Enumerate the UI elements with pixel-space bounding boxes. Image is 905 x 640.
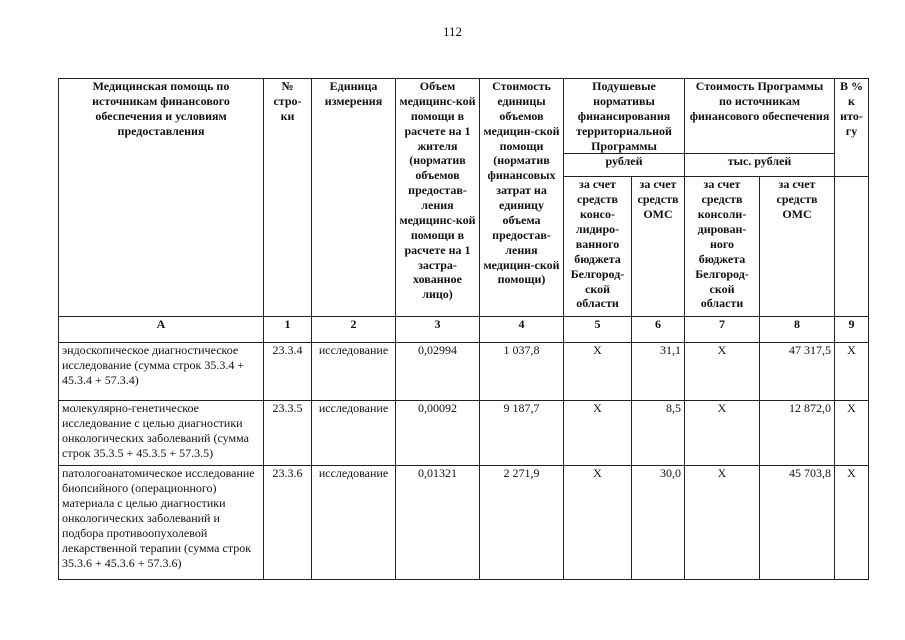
index-cell: 1 — [264, 317, 312, 343]
header-col-9: В % к ито-гу — [835, 79, 869, 177]
row-unit: исследование — [312, 466, 396, 580]
row-oms-total: 47 317,5 — [760, 343, 835, 401]
row-line-number: 23.3.5 — [264, 401, 312, 466]
index-cell: 5 — [564, 317, 632, 343]
header-col-2: Единица измерения — [312, 79, 396, 317]
header-unit-rub: рублей — [564, 154, 685, 177]
row-name: эндоскопическое диагностическое исследование (сумма строк 35.3.4 + 45.3.4 + 57.3.4) — [59, 343, 264, 401]
header-group-program-cost: Стоимость Программы по источникам финансового обеспечения — [685, 79, 835, 154]
header-col-8: за счет средств ОМС — [760, 177, 835, 317]
row-budget-total: Х — [685, 343, 760, 401]
row-oms-per-capita: 8,5 — [632, 401, 685, 466]
row-oms-per-capita: 30,0 — [632, 466, 685, 580]
header-col-a: Медицинская помощь по источникам финансового обеспечения и условиям предоставления — [59, 79, 264, 317]
row-unit-cost: 1 037,8 — [480, 343, 564, 401]
row-unit: исследование — [312, 401, 396, 466]
header-col-6: за счет средств ОМС — [632, 177, 685, 317]
table-row — [59, 466, 869, 580]
header-col-1: № стро-ки — [264, 79, 312, 317]
row-name: патологоанатомическое исследование биопсийного (операционного) материала с целью диагностики онкологических заболеваний и подбора противоопухолевой лекарственной терапии (сумма строк 35.3.6 + 45.3.6 + 57.3.6) — [59, 466, 264, 580]
header-col-4: Стоимость единицы объемов медицин-ской помощи (норматив финансовых затрат на единицу объема предостав-ления медицин-ской помощи) — [480, 79, 564, 317]
row-volume: 0,02994 — [396, 343, 480, 401]
header-col-9-blank — [835, 177, 869, 317]
row-unit-cost: 9 187,7 — [480, 401, 564, 466]
header-group-per-capita: Подушевые нормативы финансирования территориальной Программы — [564, 79, 685, 154]
row-unit-cost: 2 271,9 — [480, 466, 564, 580]
header-col-3: Объем медицинс-кой помощи в расчете на 1 жителя (норматив объемов предостав-ления медицинс-кой помощи в расчете на 1 застра-хованное лицо) — [396, 79, 480, 317]
table-row — [59, 401, 869, 466]
row-percent: Х — [835, 466, 869, 580]
index-cell: 3 — [396, 317, 480, 343]
row-unit: исследование — [312, 343, 396, 401]
row-oms-total: 12 872,0 — [760, 401, 835, 466]
index-cell: 8 — [760, 317, 835, 343]
financing-table — [58, 78, 869, 580]
row-percent: Х — [835, 343, 869, 401]
row-line-number: 23.3.4 — [264, 343, 312, 401]
row-budget-per-capita: Х — [564, 401, 632, 466]
row-oms-total: 45 703,8 — [760, 466, 835, 580]
row-budget-total: Х — [685, 401, 760, 466]
row-budget-total: Х — [685, 466, 760, 580]
row-volume: 0,00092 — [396, 401, 480, 466]
table-header — [59, 79, 869, 343]
index-cell: 2 — [312, 317, 396, 343]
index-cell: 9 — [835, 317, 869, 343]
row-budget-per-capita: Х — [564, 466, 632, 580]
row-budget-per-capita: Х — [564, 343, 632, 401]
table-row — [59, 343, 869, 401]
row-name: молекулярно-генетическое исследование с целью диагностики онкологических заболеваний (сумма строк 35.3.5 + 45.3.5 + 57.3.5) — [59, 401, 264, 466]
index-cell: 4 — [480, 317, 564, 343]
header-col-7: за счет средств консоли-дирован-ного бюджета Белгород-ской области — [685, 177, 760, 317]
table-body — [59, 343, 869, 580]
header-col-5: за счет средств консо-лидиро-ванного бюджета Белгород-ской области — [564, 177, 632, 317]
row-volume: 0,01321 — [396, 466, 480, 580]
page-number: 112 — [442, 24, 463, 39]
header-unit-thousand-rub: тыс. рублей — [685, 154, 835, 177]
row-percent: Х — [835, 401, 869, 466]
row-oms-per-capita: 31,1 — [632, 343, 685, 401]
row-line-number: 23.3.6 — [264, 466, 312, 580]
index-cell: 6 — [632, 317, 685, 343]
index-cell: 7 — [685, 317, 760, 343]
column-index-row — [59, 317, 869, 343]
index-cell: А — [59, 317, 264, 343]
